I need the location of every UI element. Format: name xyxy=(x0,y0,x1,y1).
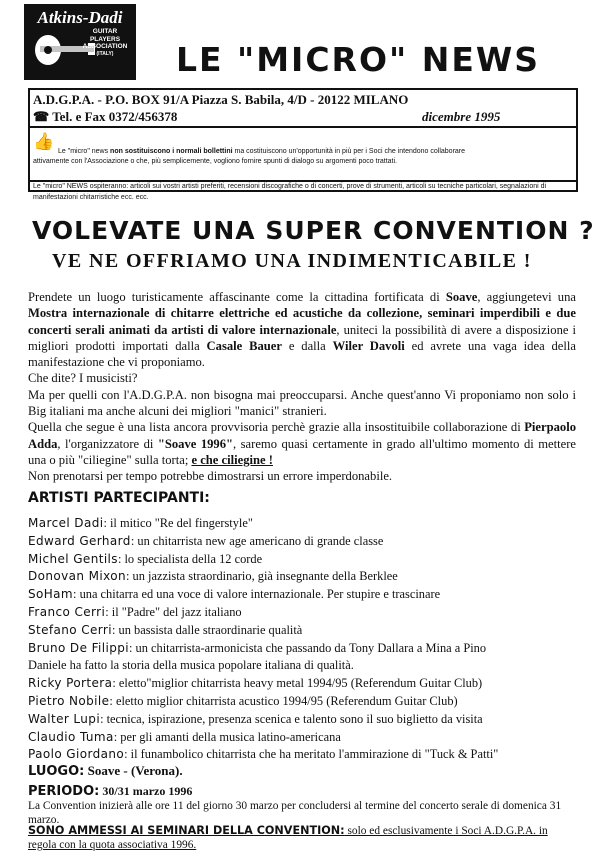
list-item: Bruno De Filippi: un chitarrista-armonicista che passando da Tony Dallara a Mina a Pino Daniele ha fatto la storia della musica popolare italiana di qualità. xyxy=(28,640,487,673)
postal-address: A.D.G.P.A. - P.O. BOX 91/A Piazza S. Babila, 4/D - 20122 MILANO xyxy=(33,92,409,107)
phone-fax: ☎ Tel. e Fax 0372/456378 xyxy=(33,109,178,124)
list-item: Claudio Tuma: per gli amanti della musica latino-americana xyxy=(28,729,341,744)
logo-association-text: GUITAR PLAYERS ASSOCIATION (ITALY) xyxy=(82,28,128,57)
artists-heading: ARTISTI PARTECIPANTI: xyxy=(28,490,210,506)
intro-paragraph-3: Quella che segue è una lista ancora provvisoria perchè grazie alla insostituibile collaborazione di Pierpaolo Adda, l'organizzatore di "Soave 1996", saremo quasi certamente in grado all'ultimo momento di mettere una o più "ciliegine" sulla torta; e che ciliegine ! xyxy=(28,420,576,467)
thumbs-up-icon: 👍 xyxy=(33,132,55,151)
list-item: SoHam: una chitarra ed una voce di valore internazionale. Per stupire e trascinare xyxy=(28,587,441,602)
seminar-admission: SONO AMMESSI AI SEMINARI DELLA CONVENTION: solo ed esclusivamente i Soci A.D.G.P.A. in regola con la quota associativa 1996. xyxy=(28,824,548,851)
list-item: Franco Cerri: il "Padre" del jazz italiano xyxy=(28,604,242,619)
list-item: Michel Gentils: lo specialista della 12 corde xyxy=(28,551,263,566)
notice-line-3: Le "micro" NEWS ospiteranno: articoli sui vostri artisti preferiti, recensioni discografiche o di concerti, prove di strumenti, articoli su tecniche particolari, segnalazioni di manifestazioni chitarristiche ecc. ecc. xyxy=(33,183,547,201)
location: LUOGO: Soave - (Verona). xyxy=(28,763,183,779)
list-item: Donovan Mixon: un jazzista straordinario, già insegnante della Berklee xyxy=(28,569,398,584)
newsletter-title: LE "MICRO" NEWS xyxy=(175,40,541,79)
list-item: Pietro Nobile: eletto miglior chitarrista acustico 1994/95 (Referendum Guitar Club) xyxy=(28,693,458,708)
intro-paragraph: Prendete un luogo turisticamente affascinante come la cittadina fortificata di Soave, aggiungetevi una Mostra internazionale di chitarre elettriche ed acustiche da collezione, seminari imperdibili e due concerti serali animati da artisti di valore internazionale, uniteci la possibilità di avere a disposizione i migliori prodotti importati dalla Casale Bauer e dalla Wiler Davoli ed avrete una vaga idea della manifestazione che vi proponiamo. xyxy=(28,290,576,370)
intro-question: Che dite? I musicisti? xyxy=(28,371,138,386)
list-item: Marcel Dadi: il mitico "Re del fingerstyle" xyxy=(28,516,253,530)
list-item: Walter Lupi: tecnica, ispirazione, presenza scenica e talento sono il suo biglietto da visita xyxy=(28,711,483,726)
list-item: Paolo Giordano: il funambolico chitarrista che ha meritato l'ammirazione di "Tuck & Patti" xyxy=(28,747,499,762)
headline: VOLEVATE UNA SUPER CONVENTION ? xyxy=(32,216,595,245)
logo-brand: Atkins-Dadi xyxy=(37,8,123,27)
subheadline: VE NE OFFRIAMO UNA INDIMENTICABILE ! xyxy=(52,250,532,272)
notice-box xyxy=(28,126,578,201)
artists-list xyxy=(28,515,576,764)
notice-line-2: attivamente con l'Associazione o che, più semplicemente, vogliono fornire spunti di dialogo su argomenti poco trattati. xyxy=(33,158,397,165)
period: PERIODO: 30/31 marzo 1996 xyxy=(28,784,193,799)
intro-closing: Non prenotarsi per tempo potrebbe dimostrarsi un errore imperdonabile. xyxy=(28,469,393,484)
notice-line-1: Le "micro" news non sostituiscono i normali bollettini ma costituiscono un'opportunità in più per i Soci che intendono collaborare xyxy=(58,148,466,155)
intro-paragraph-2: Ma per quelli con l'A.D.G.P.A. non bisogna mai preoccuparsi. Anche quest'anno Vi proponiamo non solo i Big italiani ma anche alcuni dei migliori "manici" stranieri. xyxy=(28,387,576,419)
list-item: Ricky Portera: eletto"miglior chitarrista heavy metal 1994/95 (Referendum Guitar Club) xyxy=(28,676,483,691)
list-item: Stefano Cerri: un bassista dalle straordinarie qualità xyxy=(28,622,303,637)
period-note: La Convention inizierà alle ore 11 del giorno 30 marzo per concludersi al termine del concerto serale di domenica 31 marzo. xyxy=(28,800,562,826)
list-item: Edward Gerhard: un chitarrista new age americano di grande classe xyxy=(28,533,384,548)
association-logo xyxy=(24,4,136,80)
intro-text xyxy=(28,289,576,485)
address-box xyxy=(28,88,578,126)
issue-date: dicembre 1995 xyxy=(422,109,501,124)
